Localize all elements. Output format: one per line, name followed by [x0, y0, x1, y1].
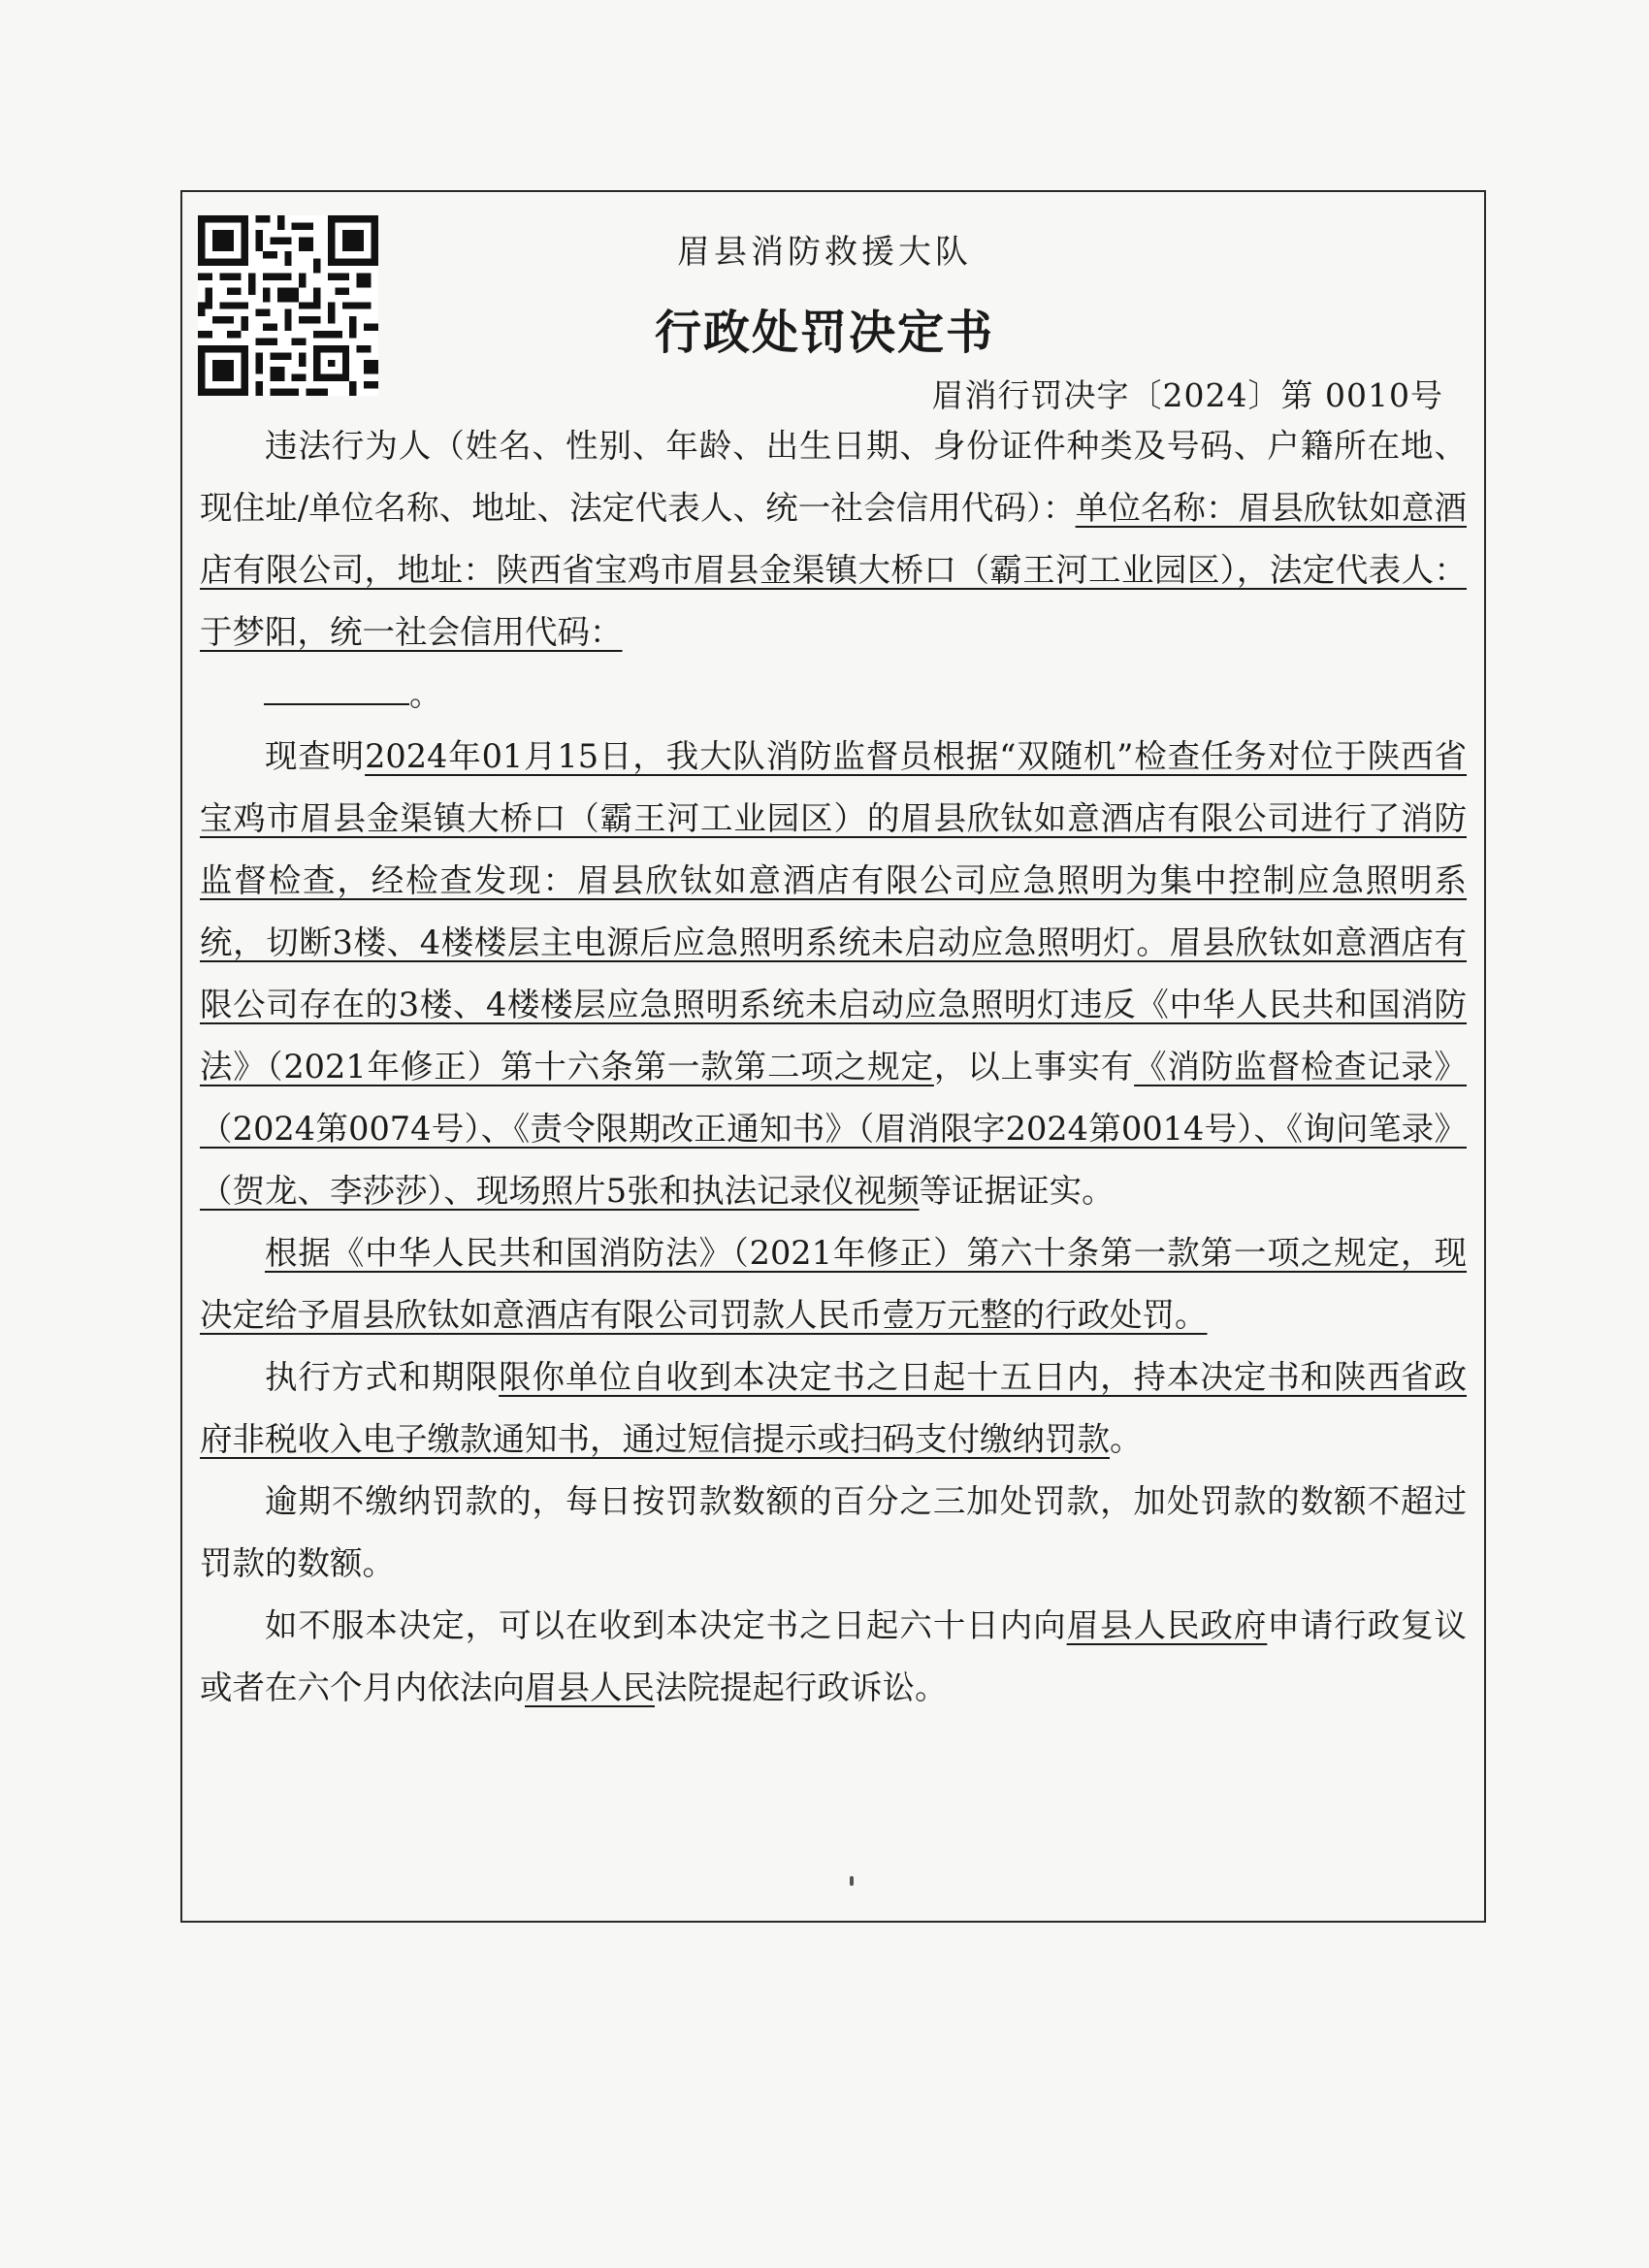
party-end: 。: [409, 675, 442, 713]
appeal-part2: 申请行政复议或者在六个月内依法向: [200, 1606, 1468, 1706]
facts-prefix: 现查明: [265, 737, 366, 775]
facts-suffix: 等证据证实。: [919, 1172, 1115, 1210]
agency-name: 眉县消防救援大队: [677, 233, 972, 272]
facts-middle: ，以上事实有: [933, 1048, 1135, 1085]
execution-paragraph: [200, 1346, 1467, 1471]
party-paragraph: [200, 415, 1467, 726]
credit-code-blank: [264, 676, 409, 705]
execution-end: 。: [1110, 1420, 1143, 1458]
party-value: 单位名称：眉县欣钛如意酒店有限公司，地址：陕西省宝鸡市眉县金渠镇大桥口（霸王河工业园区），法定代表人：于梦阳，统一社会信用代码：: [200, 489, 1467, 651]
overdue-paragraph: 逾期不缴纳罚款的，每日按罚款数额的百分之三加处罚款，加处罚款的数额不超过罚款的数额。: [200, 1482, 1467, 1582]
review-authority: 眉县人民政府: [1066, 1606, 1268, 1644]
appeal-part1: 如不服本决定，可以在收到本决定书之日起六十日内向: [265, 1606, 1067, 1644]
facts-value: 2024年01月15日，我大队消防监督员根据“双随机”检查任务对位于陕西省宝鸡市眉县金渠镇大桥口（霸王河工业园区）的眉县欣钛如意酒店有限公司进行了消防监督检查，经检查发现：眉县欣钛如意酒店有限公司应急照明为集中控制应急照明系统，切断3楼、4楼楼层主电源后应急照明系统未启动应急照明灯。眉县欣钛如意酒店有限公司存在的3楼、4楼楼层应急照明系统未启动应急照明灯违反《中华人民共和国消防法》（2021年修正）第十六条第一款第二项之规定: [200, 737, 1468, 1085]
evidence-list: 《消防监督检查记录》（2024第0074号）、《责令限期改正通知书》（眉消限字2024第0014号）、《询问笔录》（贺龙、李莎莎）、现场照片5张和执法记录仪视频: [200, 1048, 1467, 1210]
facts-paragraph: [200, 726, 1467, 1222]
document-title: 行政处罚决定书: [654, 306, 994, 360]
document-body: [200, 415, 1467, 1719]
decision-text: 根据《中华人民共和国消防法》（2021年修正）第六十条第一款第一项之规定，现决定给予眉县欣钛如意酒店有限公司罚款人民币壹万元整的行政处罚。: [200, 1234, 1467, 1334]
party-prefix: 违法行为人（姓名、性别、年龄、出生日期、身份证件种类及号码、户籍所在地、现住址/单位名称、地址、法定代表人、统一社会信用代码）：: [200, 427, 1467, 527]
execution-prefix: 执行方式和期限: [265, 1358, 500, 1396]
appeal-part3: 法院提起行政诉讼。: [655, 1669, 948, 1706]
scan-mark: [850, 1876, 854, 1886]
execution-value: 限你单位自收到本决定书之日起十五日内，持本决定书和陕西省政府非税收入电子缴款通知书，通过短信提示或扫码支付缴纳罚款: [200, 1358, 1468, 1458]
court-name: 眉县人民: [525, 1669, 655, 1706]
document-number: 眉消行罚决字〔2024〕第 0010号: [931, 376, 1443, 414]
appeal-paragraph: [200, 1595, 1467, 1719]
decision-paragraph: [200, 1222, 1467, 1346]
